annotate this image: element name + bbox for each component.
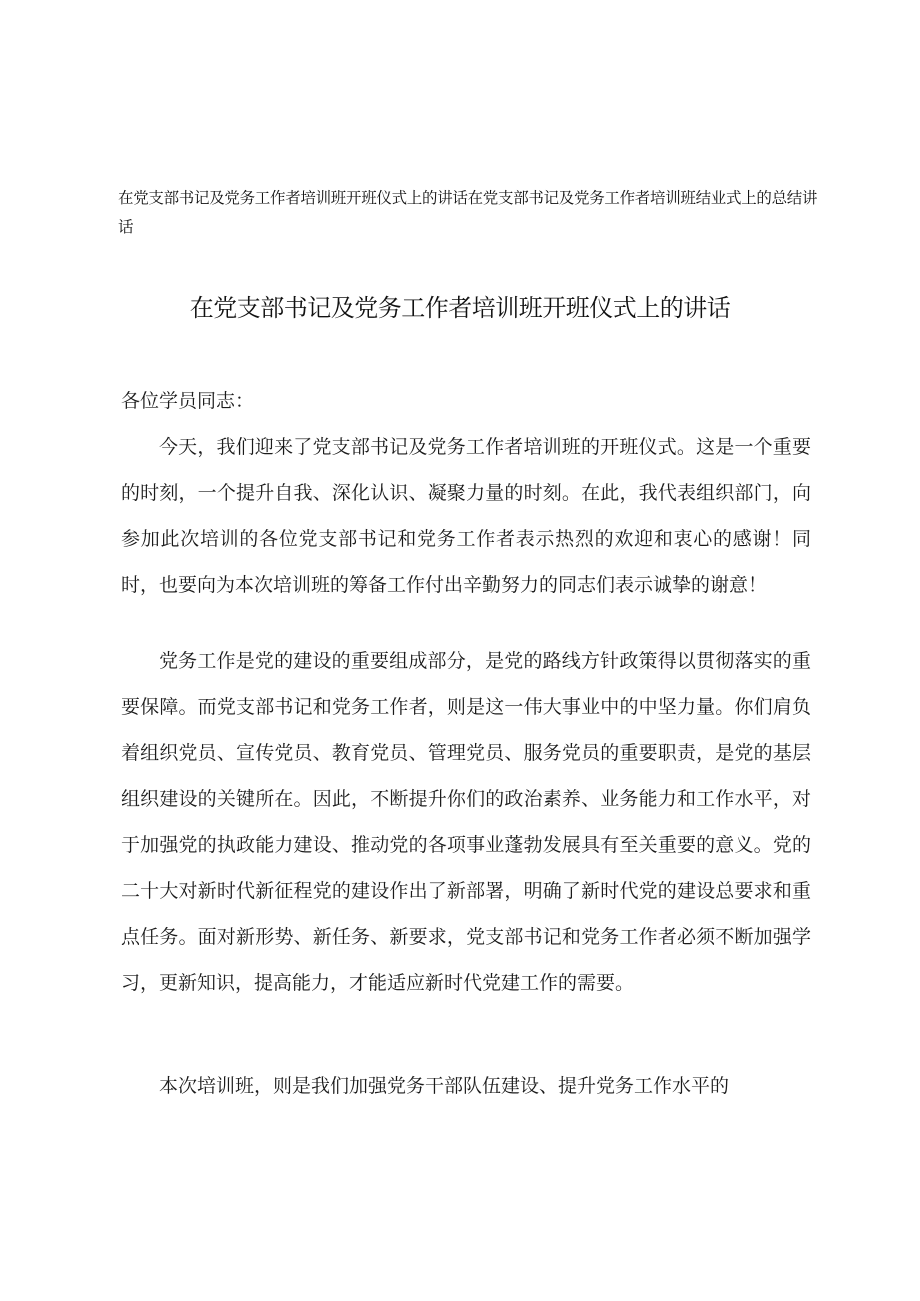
document-header-title: 在党支部书记及党务工作者培训班开班仪式上的讲话在党支部书记及党务工作者培训班结业式上的总结讲话 <box>118 189 818 236</box>
speech-title: 在党支部书记及党务工作者培训班开班仪式上的讲话 <box>189 294 731 322</box>
salutation: 各位学员同志： <box>121 390 255 412</box>
paragraph-1: 今天，我们迎来了党支部书记及党务工作者培训班的开班仪式。这是一个重要的时刻，一个提升自我、深化认识、凝聚力量的时刻。在此，我代表组织部门，向参加此次培训的各位党支部书记和党务工作者表示热烈的欢迎和衷心的感谢！同时，也要向为本次培训班的筹备工作付出辛勤努力的同志们表示诚挚的谢意！ <box>121 436 811 596</box>
paragraph-3: 本次培训班，则是我们加强党务干部队伍建设、提升党务工作水平的 <box>159 1075 730 1097</box>
paragraph-2: 党务工作是党的建设的重要组成部分，是党的路线方针政策得以贯彻落实的重要保障。而党支部书记和党务工作者，则是这一伟大事业中的中坚力量。你们肩负着组织党员、宣传党员、教育党员、管理党员、服务党员的重要职责，是党的基层组织建设的关键所在。因此，不断提升你们的政治素养、业务能力和工作水平，对于加强党的执政能力建设、推动党的各项事业蓬勃发展具有至关重要的意义。党的二十大对新时代新征程党的建设作出了新部署，明确了新时代党的建设总要求和重点任务。面对新形势、新任务、新要求，党支部书记和党务工作者必须不断加强学习，更新知识，提高能力，才能适应新时代党建工作的需要。 <box>121 650 811 994</box>
